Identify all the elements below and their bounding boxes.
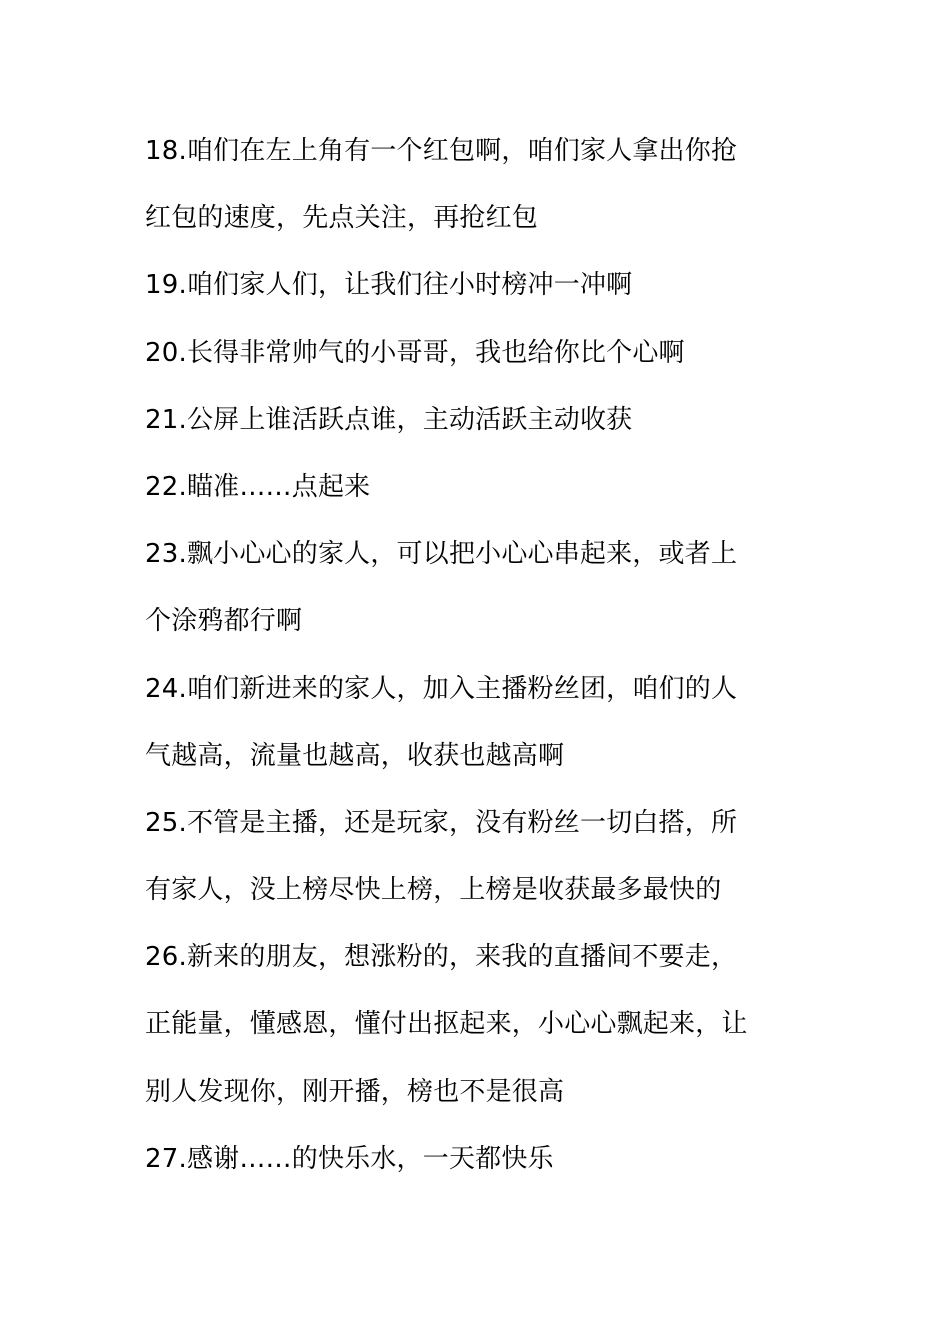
text-line: 24.咱们新进来的家人，加入主播粉丝团，咱们的人 <box>145 673 738 704</box>
text-line: 20.长得非常帅气的小哥哥，我也给你比个心啊 <box>145 337 685 368</box>
text-line: 有家人，没上榜尽快上榜，上榜是收获最多最快的 <box>145 875 722 906</box>
text-line: 27.感谢……的快乐水，一天都快乐 <box>145 1143 554 1174</box>
text-line: 气越高，流量也越高，收获也越高啊 <box>145 740 565 771</box>
document-body <box>145 118 815 1193</box>
text-line: 正能量，懂感恩，懂付出抠起来，小心心飘起来，让 <box>145 1009 748 1040</box>
list-item-20 <box>145 320 815 387</box>
list-item-18 <box>145 118 815 252</box>
list-item-22 <box>145 454 815 521</box>
text-line: 红包的速度，先点关注，再抢红包 <box>145 203 539 234</box>
text-line: 26.新来的朋友，想涨粉的，来我的直播间不要走， <box>145 942 738 973</box>
text-line: 23.飘小心心的家人，可以把小心心串起来，或者上 <box>145 539 738 570</box>
text-line: 21.公屏上谁活跃点谁，主动活跃主动收获 <box>145 404 633 435</box>
text-line: 18.咱们在左上角有一个红包啊，咱们家人拿出你抢 <box>145 136 738 166</box>
list-item-25 <box>145 790 815 924</box>
list-item-27 <box>145 1126 815 1193</box>
list-item-24 <box>145 656 815 790</box>
text-line: 22.瞄准……点起来 <box>145 471 371 502</box>
text-line: 19.咱们家人们，让我们往小时榜冲一冲啊 <box>145 270 633 301</box>
list-item-19 <box>145 252 815 319</box>
text-line: 25.不管是主播，还是玩家，没有粉丝一切白搭，所 <box>145 807 738 838</box>
text-line: 别人发现你，刚开播，榜也不是很高 <box>145 1076 565 1107</box>
text-line: 个涂鸦都行啊 <box>145 606 303 637</box>
list-item-23 <box>145 521 815 655</box>
list-item-26 <box>145 924 815 1126</box>
list-item-21 <box>145 387 815 454</box>
